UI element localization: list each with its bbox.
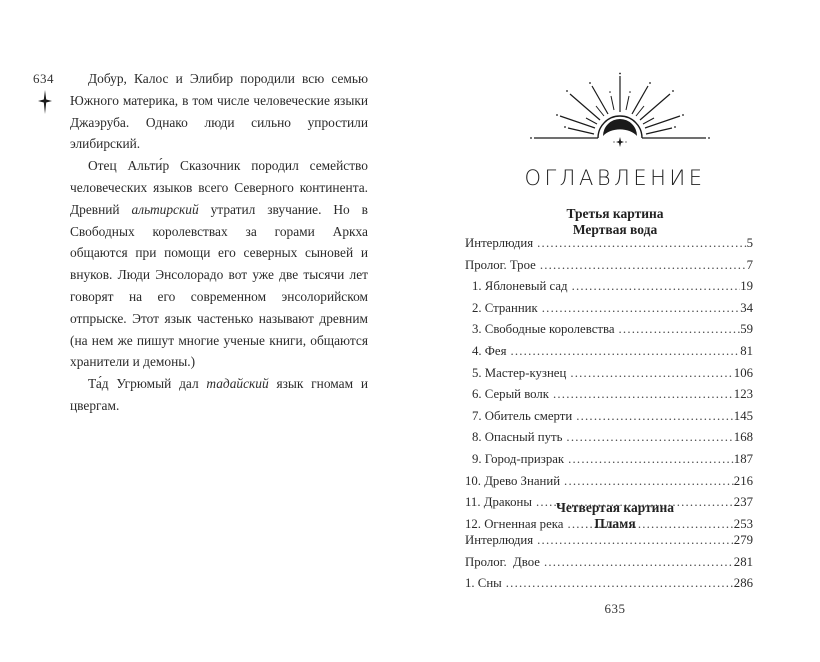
four-point-star-icon	[37, 90, 53, 114]
toc-entry[interactable]: 6. Серый волк ..... 123	[465, 387, 753, 409]
part-heading-4: Четвертая картина Пламя	[556, 500, 674, 531]
toc-entry[interactable]: Интерлюдия ..... 5	[465, 236, 753, 258]
paragraph-1: Добур, Калос и Элибир породили всю семью Южного материка, в том числе человеческие языки Джаэруба. Однако люди сильно упростили элибирский.	[70, 71, 368, 152]
toc-entry[interactable]: Интерлюдия ..... 279	[465, 533, 753, 555]
toc-entry[interactable]: 11. Драконы ..... 237	[465, 495, 753, 517]
page-number-right: 635	[604, 601, 626, 616]
toc-entry[interactable]: 8. Опасный путь ..... 168	[465, 430, 753, 452]
toc-entry[interactable]: 1. Яблоневый сад ..... 19	[465, 279, 753, 301]
language-name-tad: тадайский	[206, 376, 269, 392]
paragraph-2: Отец Альти́р Сказочник породил семейство человеческих языков всего Северного континента. Древний альтирский утратил звучание. Но в Свободных королевствах за горами Аркха общаются при помощи его северных сыновей и внуков. Люди Энсолорадо вот уже две тысячи лет говорят на его современном энсолорийском отпрыске. Этот язык частенько называют древним (на нем же пишут многие ученые книги, общаются хранители и демоны.)	[70, 158, 368, 370]
toc-entry[interactable]: Пролог. Двое ..... 281	[465, 555, 753, 577]
part-heading-3: Третья картина Мертвая вода	[566, 206, 664, 237]
toc-entry[interactable]: 5. Мастер-кузнец ..... 106	[465, 366, 753, 388]
toc-list-part-3	[465, 236, 753, 538]
language-name-altir: альтирский	[131, 201, 199, 217]
toc-entry[interactable]: 12. Огненная река ..... 253	[465, 517, 753, 539]
toc-title: ОГЛАВЛЕНИЕ	[524, 166, 706, 190]
body-text	[70, 68, 368, 417]
right-page	[410, 0, 820, 662]
page-number-left: 634	[33, 71, 54, 86]
toc-list-part-4	[465, 533, 753, 598]
toc-entry[interactable]: 10. Древо Знаний ..... 216	[465, 474, 753, 496]
toc-entry[interactable]: 9. Город-призрак ..... 187	[465, 452, 753, 474]
rising-sun-with-crescent-moon-icon	[528, 72, 712, 148]
toc-entry[interactable]: Пролог. Трое ..... 7	[465, 258, 753, 280]
toc-entry[interactable]: 3. Свободные королевства ..... 59	[465, 322, 753, 344]
toc-entry[interactable]: 4. Фея ..... 81	[465, 344, 753, 366]
toc-entry[interactable]: 2. Странник ..... 34	[465, 301, 753, 323]
toc-entry[interactable]: 1. Сны ..... 286	[465, 576, 753, 598]
toc-entry[interactable]: 7. Обитель смерти ..... 145	[465, 409, 753, 431]
paragraph-3: Та́д Угрюмый дал тадайский язык гномам и цвергам.	[70, 376, 369, 413]
